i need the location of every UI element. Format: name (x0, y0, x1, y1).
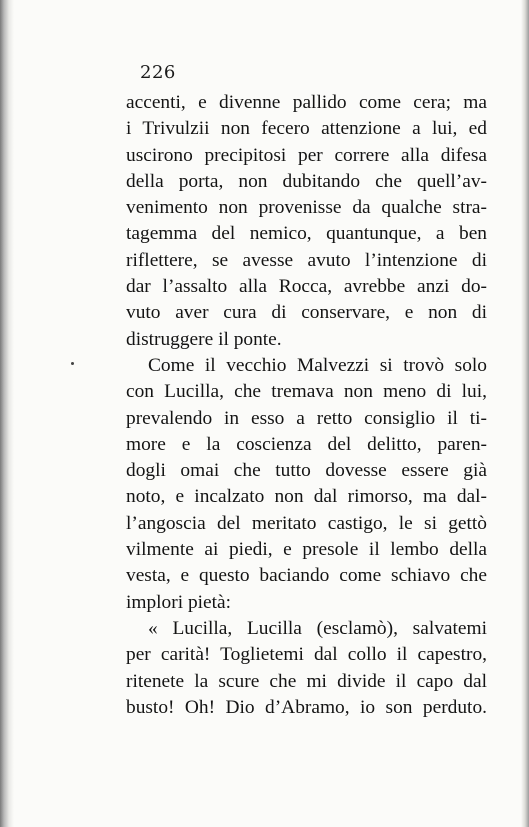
body-text (126, 90, 487, 721)
text-line: i Trivulzii non fecero attenzione a lui, ed (126, 118, 487, 140)
text-line: « Lucilla, Lucilla (esclamò), salvatemi (148, 617, 487, 639)
text-line: vilmente ai piedi, e presole il lembo della (126, 539, 487, 561)
text-line: ritenete la scure che mi divide il capo dal (126, 670, 487, 692)
text-line: prevalendo in esso a retto consiglio il ti- (126, 407, 487, 429)
text-line: con Lucilla, che tremava non meno di lui, (126, 381, 487, 403)
page-binding-shadow (0, 0, 14, 827)
text-line: Come il vecchio Malvezzi si trovò solo (148, 354, 487, 376)
page-edge-shadow (521, 0, 529, 827)
text-line: busto! Oh! Dio d’Abramo, io son perduto. (126, 696, 487, 718)
text-line: more e la coscienza del delitto, paren- (126, 433, 487, 455)
text-line: vuto aver cura di conservare, e non di (126, 302, 487, 324)
text-line: l’angoscia del meritato castigo, le si gettò (126, 512, 487, 534)
text-line: per carità! Toglietemi dal collo il capestro, (126, 644, 487, 666)
text-line: riflettere, se avesse avuto l’intenzione di (126, 249, 487, 271)
text-line: accenti, e divenne pallido come cera; ma (126, 92, 487, 113)
text-line: della porta, non dubitando che quell’av- (126, 170, 487, 192)
text-line: dogli omai che tutto dovesse essere già (126, 460, 487, 482)
text-line: noto, e incalzato non dal rimorso, ma dal- (126, 486, 487, 508)
ink-speck (71, 362, 74, 365)
text-line: dar l’assalto alla Rocca, avrebbe anzi do- (126, 276, 487, 298)
page-number: 226 (140, 62, 176, 83)
text-line: venimento non provenisse da qualche stra- (126, 197, 487, 219)
text-line: vesta, e questo baciando come schiavo che (126, 565, 487, 587)
text-line: tagemma del nemico, quantunque, a ben (126, 223, 487, 245)
text-line: distruggere il ponte. (126, 328, 282, 350)
text-line: implori pietà: (126, 591, 232, 613)
text-line: uscirono precipitosi per correre alla difesa (126, 144, 487, 166)
